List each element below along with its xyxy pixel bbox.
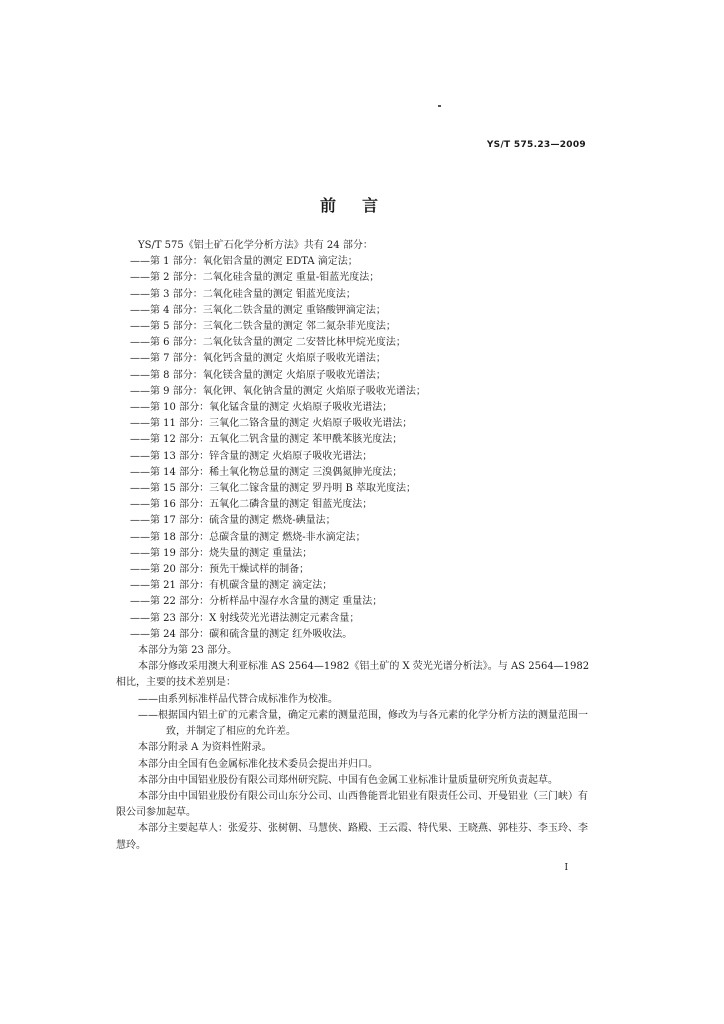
part-item: ——第 23 部分：X 射线荧光光谱法测定元素含量； (130, 612, 360, 624)
difference-item: ——由系列标准样品代替合成标准作为校准。 (138, 693, 338, 705)
part-item: ——第 14 部分：稀土氧化物总量的测定 三溴偶氮胂光度法； (130, 466, 403, 478)
part-item: ——第 8 部分：氧化镁含量的测定 火焰原子吸收光谱法； (130, 369, 386, 381)
part-item: ——第 7 部分：氧化钙含量的测定 火焰原子吸收光谱法； (130, 353, 386, 365)
page-title: 前言 (319, 196, 404, 215)
difference-item: ——根据国内铝土矿的元素含量，确定元素的测量范围，修改为与各元素的化学分析方法的测量范围一致，并制定了相应的允许差。 (138, 709, 588, 738)
part-item: ——第 2 部分：二氧化硅含量的测定 重量-钼蓝光度法； (130, 272, 380, 284)
part-item: ——第 10 部分：氧化锰含量的测定 火焰原子吸收光谱法； (130, 402, 393, 414)
part-item: ——第 9 部分：氧化钾、氧化钠含量的测定 火焰原子吸收光谱法； (130, 385, 426, 397)
part-item: ——第 18 部分：总碳含量的测定 燃烧-非水滴定法； (130, 531, 366, 543)
part-item: ——第 16 部分：五氧化二磷含量的测定 钼蓝光度法； (130, 499, 373, 511)
body-text (116, 238, 596, 854)
part-item: ——第 11 部分：三氧化二铬含量的测定 火焰原子吸收光谱法； (130, 418, 413, 430)
part-item: ——第 4 部分：三氧化二铁含量的测定 重铬酸钾滴定法； (130, 304, 386, 316)
part-item: ——第 21 部分：有机碳含量的测定 滴定法； (130, 580, 333, 592)
this-part-line: 本部分为第 23 部分。 (138, 645, 238, 657)
participants-paragraph: 本部分由中国铝业股份有限公司山东分公司、山西鲁能晋北铝业有限责任公司、开曼铝业（三门峡）有限公司参加起草。 (116, 790, 588, 819)
page-number: I (564, 863, 568, 873)
standard-code: YS/T 575.23—2009 (486, 140, 586, 150)
modification-paragraph: 本部分修改采用澳大利亚标准 AS 2564—1982《铝土矿的 X 荧光光谱分析法》。与 AS 2564—1982 相比，主要的技术差别是： (116, 661, 590, 689)
part-item: ——第 24 部分：碳和硫含量的测定 红外吸收法。 (130, 628, 353, 640)
part-item: ——第 1 部分：氧化铝含量的测定 EDTA 滴定法； (130, 256, 358, 268)
part-item: ——第 6 部分：二氧化钛含量的测定 二安替比林甲烷光度法； (130, 337, 406, 349)
part-item: ——第 22 部分：分析样品中湿存水含量的测定 重量法； (130, 596, 383, 608)
authors-paragraph: 本部分主要起草人：张爱芬、张树朝、马慧侠、路殿、王云霞、特代果、王晓燕、郭桂芬、李玉玲、李慧玲。 (116, 823, 588, 851)
part-item: ——第 5 部分：三氧化二铁含量的测定 邻二氮杂菲光度法； (130, 321, 396, 333)
appendix-line: 本部分附录 A 为资料性附录。 (138, 742, 272, 754)
parts-list (116, 254, 596, 643)
part-item: ——第 20 部分：预先干燥试样的制备； (130, 564, 310, 576)
part-item: ——第 17 部分：硫含量的测定 燃烧-碘量法； (130, 515, 336, 527)
scan-speck (438, 105, 441, 107)
part-item: ——第 13 部分：锌含量的测定 火焰原子吸收光谱法； (130, 450, 373, 462)
part-item: ——第 15 部分：三氧化二镓含量的测定 罗丹明 B 萃取光度法； (130, 483, 416, 495)
intro-line: YS/T 575《铝土矿石化学分析方法》共有 24 部分： (138, 240, 373, 251)
proposer-line: 本部分由全国有色金属标准化技术委员会提出并归口。 (138, 758, 378, 770)
part-item: ——第 3 部分：二氧化硅含量的测定 钼蓝光度法； (130, 288, 356, 300)
part-item: ——第 19 部分：烧失量的测定 重量法； (130, 547, 313, 559)
part-item: ——第 12 部分：五氧化二钒含量的测定 苯甲酰苯胲光度法； (130, 434, 403, 446)
drafter-org-line: 本部分由中国铝业股份有限公司郑州研究院、中国有色金属工业标准计量质量研究所负责起草。 (138, 774, 558, 786)
